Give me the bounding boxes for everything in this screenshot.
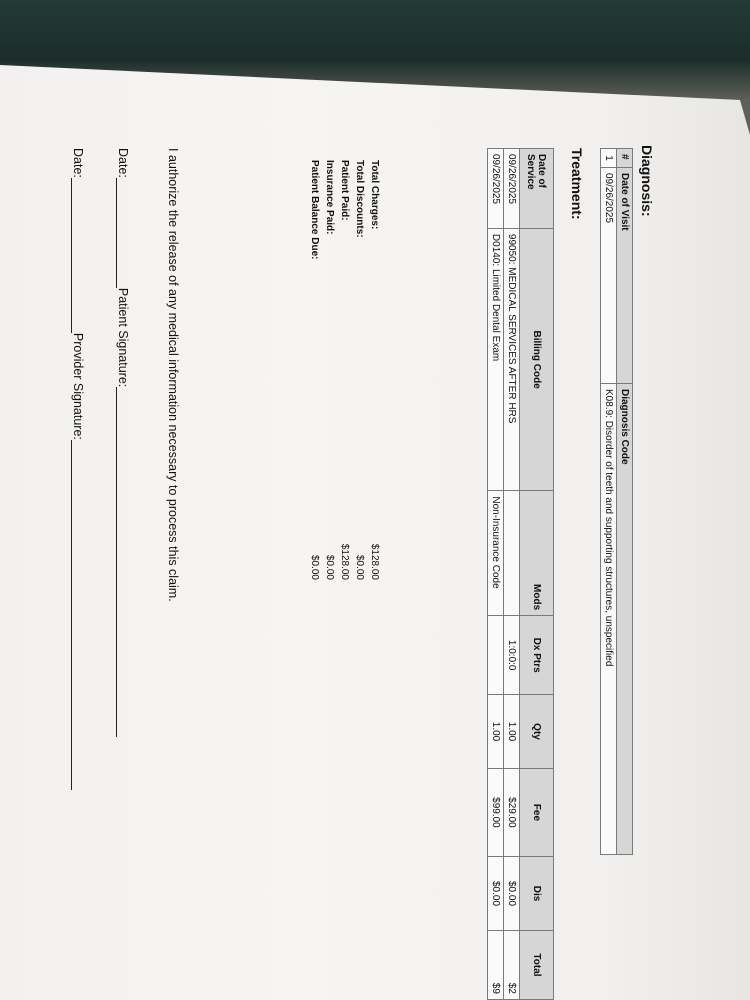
total-charges-label: Total Charges: bbox=[369, 160, 380, 230]
diagnosis-col-code: Diagnosis Code bbox=[617, 384, 633, 855]
provider-date-label: Date: bbox=[71, 148, 85, 178]
treatment-row1-code: 99050: MEDICAL SERVICES AFTER HRS bbox=[504, 228, 520, 490]
authorization-text: I authorize the release of any medical information necessary to process this claim. bbox=[166, 148, 180, 602]
treatment-col-dis: Dis bbox=[520, 857, 554, 931]
total-charges-value: $128.00 bbox=[369, 543, 380, 580]
diagnosis-table bbox=[600, 148, 633, 855]
treatment-col-total: Total bbox=[520, 930, 554, 999]
treatment-row2-qty: 1.00 bbox=[488, 695, 504, 769]
patient-signature-line bbox=[116, 148, 130, 737]
table-row bbox=[488, 149, 504, 1000]
patient-paid-label: Patient Paid: bbox=[339, 160, 350, 221]
treatment-row1-dis: $0.00 bbox=[504, 857, 520, 931]
diagnosis-col-date: Date of Visit bbox=[617, 168, 633, 384]
treatment-row2-code: D0140: Limited Dental Exam bbox=[488, 228, 504, 490]
treatment-col-fee: Fee bbox=[520, 768, 554, 856]
balance-due-row bbox=[307, 160, 322, 580]
insurance-paid-row bbox=[322, 160, 337, 580]
diagnosis-row-date: 09/26/2025 bbox=[601, 168, 617, 384]
treatment-col-dx-ptrs: Dx Ptrs bbox=[520, 616, 554, 695]
diagnosis-row-code: K08.9: Disorder of teeth and supporting structures, unspecified bbox=[601, 384, 617, 855]
treatment-row1-dx: 1:0:0:0 bbox=[504, 616, 520, 695]
total-discounts-value: $0.00 bbox=[354, 554, 365, 580]
table-row bbox=[601, 149, 617, 855]
treatment-row1-mods bbox=[504, 491, 520, 616]
provider-signature-blank[interactable] bbox=[71, 440, 84, 790]
patient-date-blank[interactable] bbox=[116, 178, 129, 288]
treatment-row1-date: 09/26/2025 bbox=[504, 149, 520, 229]
treatment-col-billing-code: Billing Code bbox=[520, 228, 554, 490]
patient-paid-row bbox=[337, 160, 352, 580]
diagnosis-header-row bbox=[617, 149, 633, 855]
treatment-col-qty: Qty bbox=[520, 695, 554, 769]
provider-signature-label: Provider Signature: bbox=[71, 332, 85, 440]
treatment-row2-date: 09/26/2025 bbox=[488, 149, 504, 229]
treatment-table bbox=[487, 148, 554, 1000]
balance-due-label: Patient Balance Due: bbox=[309, 160, 320, 260]
treatment-row2-fee: $99.00 bbox=[488, 768, 504, 856]
balance-due-value: $0.00 bbox=[309, 554, 320, 580]
treatment-header-row bbox=[520, 149, 554, 1000]
treatment-row2-mods: Non-Insurance Code bbox=[488, 491, 504, 616]
treatment-heading: Treatment: bbox=[569, 148, 585, 220]
patient-date-label: Date: bbox=[116, 148, 130, 178]
total-charges-row bbox=[367, 160, 382, 580]
totals-block bbox=[307, 160, 382, 580]
patient-signature-label: Patient Signature: bbox=[116, 287, 130, 388]
total-discounts-row bbox=[352, 160, 367, 580]
treatment-col-mods: Mods bbox=[520, 491, 554, 616]
table-row bbox=[504, 149, 520, 1000]
diagnosis-heading: Diagnosis: bbox=[639, 145, 655, 217]
diagnosis-col-num: # bbox=[617, 149, 633, 168]
treatment-row1-qty: 1.00 bbox=[504, 695, 520, 769]
treatment-row2-dx bbox=[488, 616, 504, 695]
total-discounts-label: Total Discounts: bbox=[354, 160, 365, 238]
insurance-paid-value: $0.00 bbox=[324, 554, 335, 580]
patient-paid-value: $128.00 bbox=[339, 543, 350, 580]
provider-date-blank[interactable] bbox=[71, 178, 84, 333]
treatment-col-date: Date of Service bbox=[520, 149, 554, 229]
patient-signature-blank[interactable] bbox=[116, 387, 129, 737]
diagnosis-row-num: 1 bbox=[601, 149, 617, 168]
insurance-paid-label: Insurance Paid: bbox=[324, 160, 335, 235]
treatment-row1-total: $2 bbox=[504, 930, 520, 999]
treatment-row1-fee: $29.00 bbox=[504, 768, 520, 856]
treatment-row2-dis: $0.00 bbox=[488, 857, 504, 931]
provider-signature-line bbox=[71, 148, 85, 790]
treatment-row2-total: $9 bbox=[488, 930, 504, 999]
